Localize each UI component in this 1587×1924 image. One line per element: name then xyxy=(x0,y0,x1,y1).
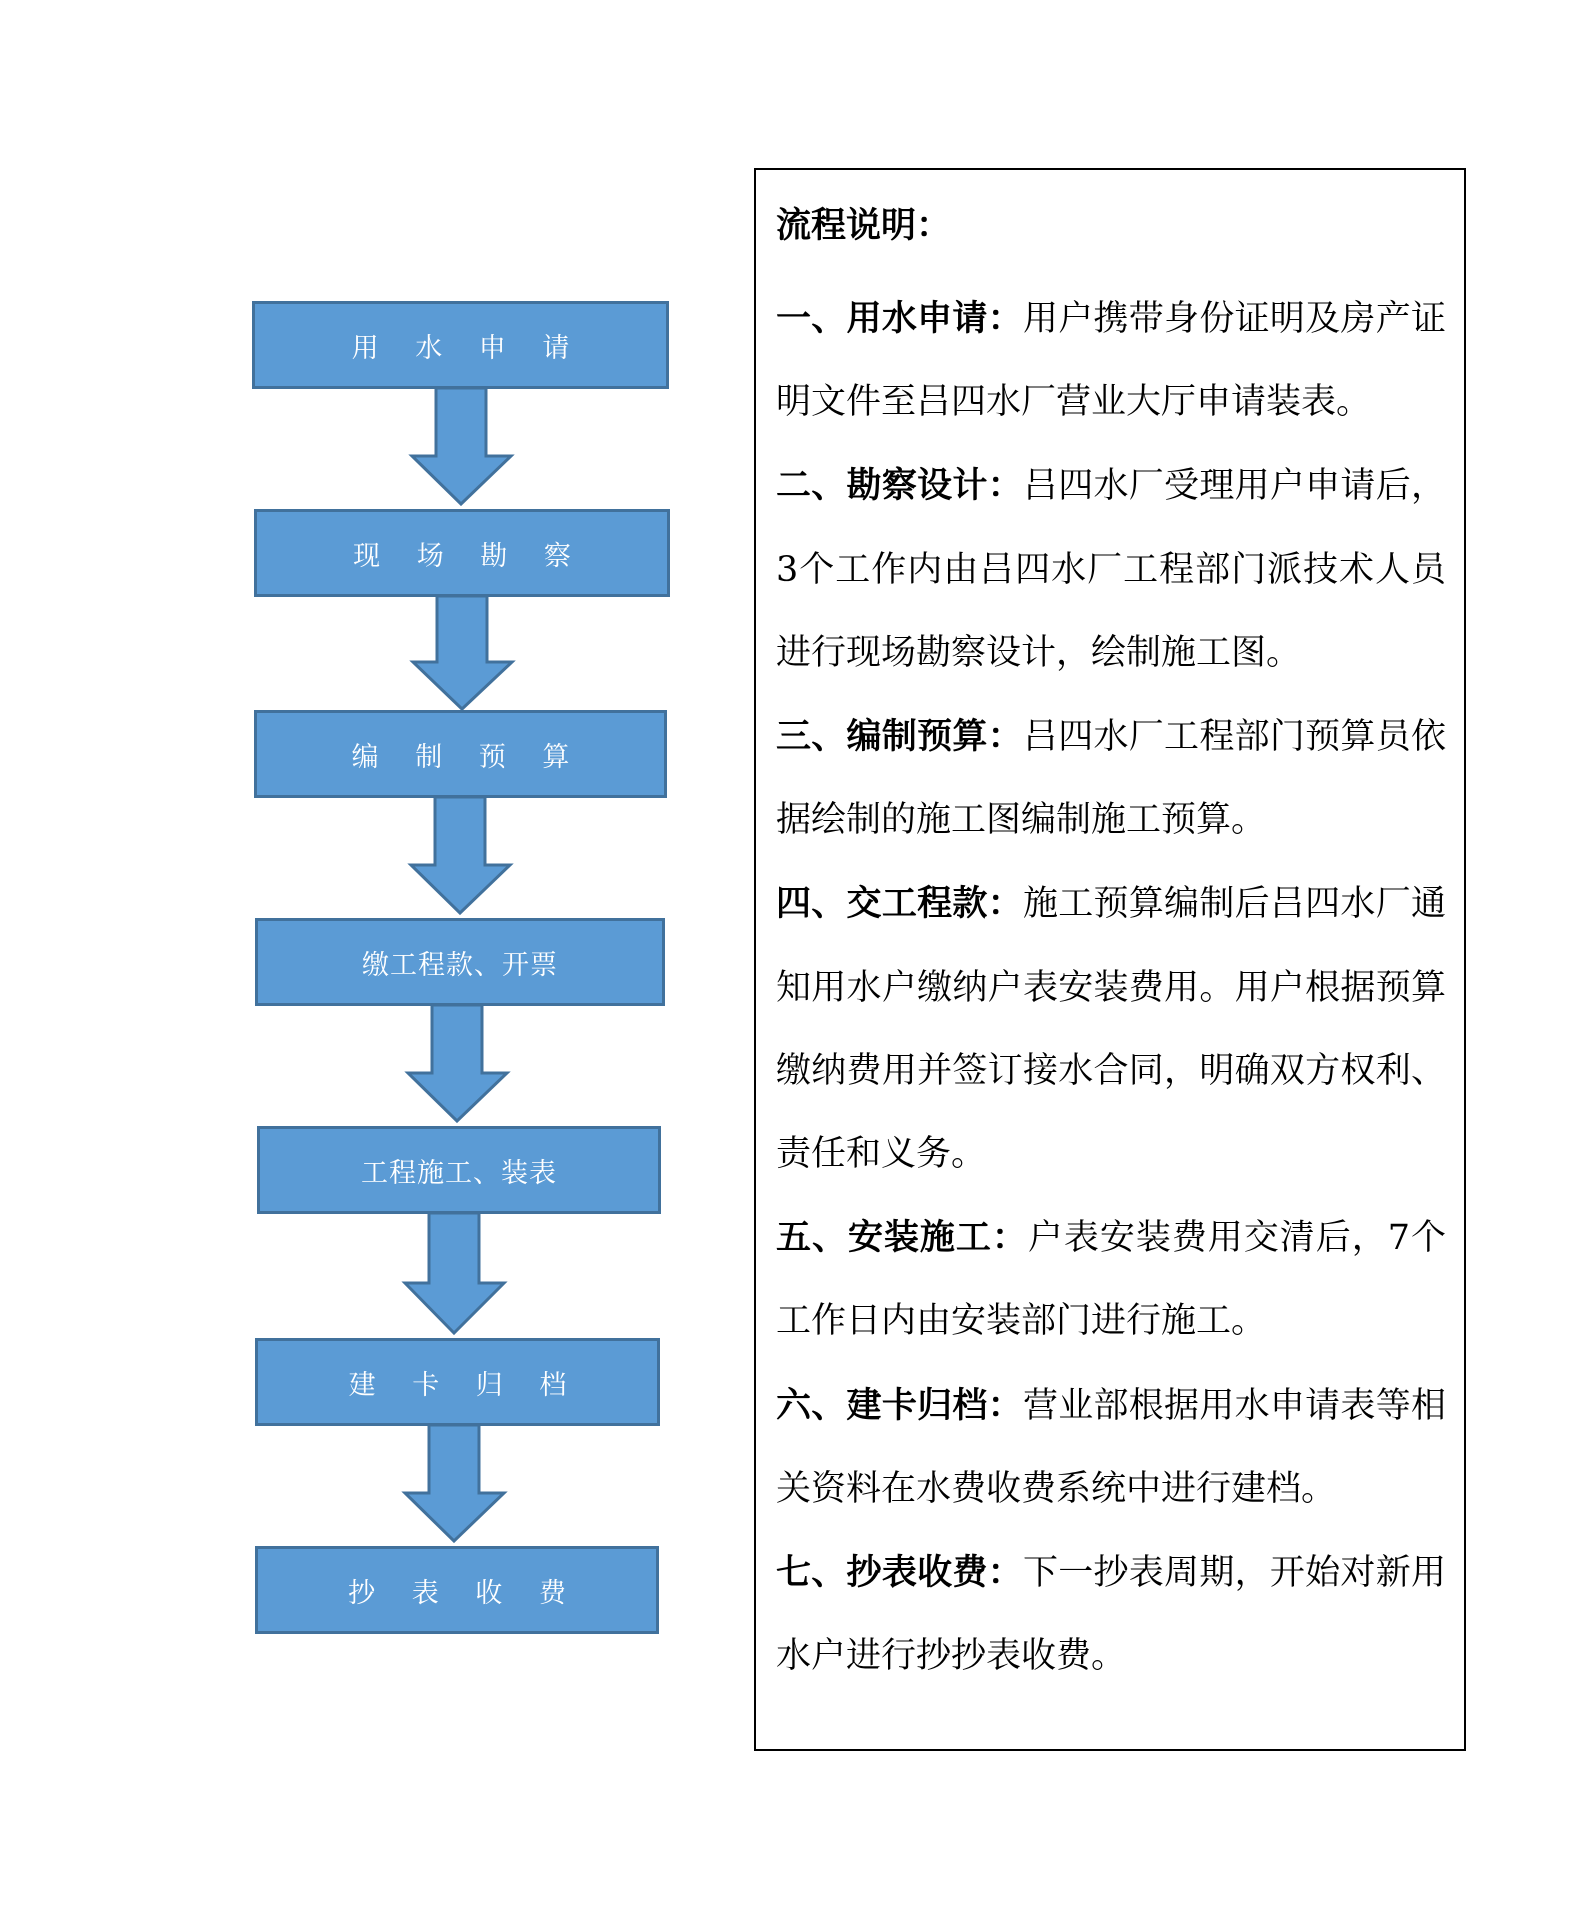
flow-step-label: 用 水 申 请 xyxy=(351,332,584,364)
description-item-heading: 三、编制预算： xyxy=(776,716,1023,758)
description-item-heading: 一、用水申请： xyxy=(776,298,1023,339)
flow-step-label: 抄 表 收 费 xyxy=(348,1577,580,1609)
description-item-heading: 四、交工程款： xyxy=(776,883,1023,925)
flow-step-site-survey xyxy=(254,509,670,597)
flow-step-label: 工程施工、装表 xyxy=(361,1157,557,1189)
process-description-body xyxy=(776,277,1446,1698)
flow-step-label: 现 场 勘 察 xyxy=(353,540,585,572)
flow-step-meter-reading-billing xyxy=(255,1546,659,1634)
description-item xyxy=(776,695,1446,862)
description-item-heading: 二、勘察设计： xyxy=(776,465,1023,507)
down-arrow-icon xyxy=(409,795,513,917)
description-item xyxy=(776,277,1446,444)
description-item-heading: 六、建卡归档： xyxy=(776,1384,1023,1426)
description-item-text: 吕四水厂受理用户申请后，3个工作内由吕四水厂工程部门派技术人员进行现场勘察设计，绘制施工图。 xyxy=(776,466,1446,673)
description-item-text: 吕四水厂工程部门预算员依据绘制的施工图编制施工预算。 xyxy=(776,717,1446,841)
description-item-text: 户表安装费用交清后，7个工作日内由安装部门进行施工。 xyxy=(776,1218,1446,1342)
down-arrow-icon xyxy=(411,594,515,712)
flow-step-label: 缴工程款、开票 xyxy=(362,949,558,981)
description-item xyxy=(776,1196,1446,1363)
flow-step-payment-invoice xyxy=(255,918,665,1006)
flow-step-label: 建 卡 归 档 xyxy=(348,1369,581,1401)
down-arrow-icon xyxy=(410,386,514,508)
description-item-text: 用户携带身份证明及房产证明文件至吕四水厂营业大厅申请装表。 xyxy=(776,299,1446,423)
process-description-title: 流程说明： xyxy=(776,205,952,246)
description-item xyxy=(776,1364,1446,1531)
description-item xyxy=(776,862,1446,1196)
flow-step-water-application xyxy=(252,301,669,389)
down-arrow-icon xyxy=(403,1423,507,1545)
down-arrow-icon xyxy=(406,1003,510,1125)
description-item xyxy=(776,1531,1446,1698)
description-item-text: 下一抄表周期，开始对新用水户进行抄抄表收费。 xyxy=(776,1553,1446,1677)
flow-step-construction-meter xyxy=(257,1126,661,1214)
process-description-panel xyxy=(754,168,1466,1751)
description-item-heading: 七、抄表收费： xyxy=(776,1552,1023,1594)
flow-step-archive xyxy=(255,1338,660,1426)
description-item-text: 施工预算编制后吕四水厂通知用水户缴纳户表安装费用。用户根据预算缴纳费用并签订接水合同，明确双方权利、责任和义务。 xyxy=(776,884,1446,1175)
flow-step-budget xyxy=(254,710,667,798)
down-arrow-icon xyxy=(403,1211,507,1337)
flow-step-label: 编 制 预 算 xyxy=(351,741,584,773)
description-item-text: 营业部根据用水申请表等相关资料在水费收费系统中进行建档。 xyxy=(776,1385,1446,1509)
description-item-heading: 五、安装施工： xyxy=(776,1217,1028,1259)
description-item xyxy=(776,444,1446,695)
